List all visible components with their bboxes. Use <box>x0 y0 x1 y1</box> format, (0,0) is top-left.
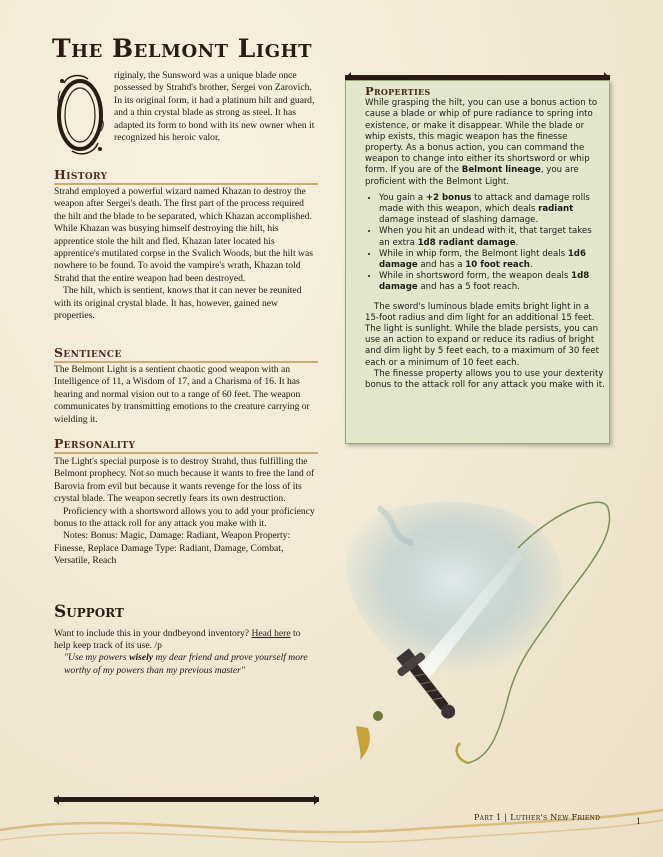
personality-paragraph-1: The Light's special purpose is to destroy Strahd, thus fulfilling the Belmont prophecy. Not so much because it wants to free the land of Barovia from evil but because it wants revenge for the loss of its crystal blade. The weapon secretly fears its own destruction. <box>54 456 315 505</box>
list-item: • You gain a +2 bonus to attack and damage rolls made with this weapon, which deals radiant damage instead of slashing damage. <box>379 193 605 227</box>
list-item: • While in shortsword form, the weapon deals 1d8 damage and has a 5 foot reach. <box>379 271 605 293</box>
personality-paragraph-2: Proficiency with a shortsword allows you to add your proficiency bonus to the attack roll for any attack you make with it. <box>54 505 315 530</box>
history-paragraph-2: The hilt, which is sentient, knows that it can never be reunited with its original crystal blade. It has, however, gained new properties. <box>54 285 302 322</box>
support-section <box>54 628 319 677</box>
quote-bold: wisely <box>129 652 154 664</box>
support-heading: Support <box>54 602 124 622</box>
properties-p1-bold: Belmont lineage <box>461 165 541 176</box>
list-item: • When you hit an undead with it, that target takes an extra 1d8 radiant damage. <box>379 226 605 248</box>
history-section <box>54 186 316 322</box>
quote-part-1: "Use my powers <box>64 652 130 664</box>
footer-ornament <box>0 790 663 857</box>
properties-content <box>365 86 605 391</box>
properties-paragraph-3: The finesse property allows you to use your dexterity bonus to the attack roll for any attack you make with it. <box>365 368 605 391</box>
properties-p1-b: , you are proficient with the Belmont Light. <box>365 165 579 187</box>
history-paragraph-1: Strahd employed a powerful wizard named Khazan to destroy the weapon after Sergei's death. The first part of the process required the hilt and the blade to be separated, which Khazan accomplished. While Khazan was busying himself destroying the hilt, his apprentice stole the hilt and fled. Khazan later located his apprentice's mutilated corpse in the Svalich Woods, but the hilt was nowhere to be found. To avoid the vampire's wrath, Khazan told Strahd that the entire weapon had been destroyed. <box>54 186 313 284</box>
footer-chapter-label: Part 1 | Luther's New Friend <box>474 813 601 822</box>
sentience-section <box>54 364 316 426</box>
intro-paragraph: riginaly, the Sunsword was a unique blade once possessed by Strahd's brother, Sergei von Zarovich. In its original form, it had a platinum hilt and guard, and a thin crystal blade as strong as steel. It has adapted its form to bond with its new owner when it recognized his heroic valor. <box>114 70 315 144</box>
sentience-paragraph: The Belmont Light is a sentient chaotic good weapon with an Intelligence of 11, a Wisdom of 17, and a Charisma of 16. It has hearing and normal vision out to a range of 60 feet. The weapon communicates by transmitting emotions to the creature carrying or wielding it. <box>54 364 310 425</box>
support-text-before: Want to include this in your dndbeyond inventory? <box>54 628 252 639</box>
support-quote <box>54 652 319 676</box>
head-here-link[interactable]: Head here <box>251 628 291 639</box>
properties-paragraph-1 <box>365 98 605 188</box>
properties-bullet-list <box>365 193 605 294</box>
personality-heading: Personality <box>54 436 318 454</box>
sword-whip-illustration <box>318 488 618 778</box>
properties-paragraph-2: The sword's luminous blade emits bright light in a 15-foot radius and dim light for an additional 15 feet. The light is sunlight. While the blade persists, you can use an action to expand or reduce its radius of bright and dim light by 5 feet each, to a maximum of 30 feet each or a minimum of 10 feet each. <box>365 301 600 368</box>
dropcap-letter-o-icon <box>54 71 108 157</box>
personality-notes: Notes: Bonus: Magic, Damage: Radiant, Weapon Property: Finesse, Replace Damage Type: Radiant, Damage, Combat, Versatile, Reach <box>54 530 291 567</box>
sentience-heading: Sentience <box>54 345 318 363</box>
support-text-after: to help keep track of its use. /p <box>54 628 301 652</box>
support-text <box>54 628 319 652</box>
page-title: The Belmont Light <box>52 34 312 63</box>
list-item: • While in whip form, the Belmont light deals 1d6 damage and has a 10 foot reach. <box>379 249 605 271</box>
quote-part-2: my dear friend and prove yourself more worthy of my powers than my previous master" <box>64 652 308 676</box>
history-heading: History <box>54 167 318 185</box>
properties-heading: Properties <box>365 84 431 98</box>
properties-p1-a: While grasping the hilt, you can use a bonus action to cause a blade or whip of pure radiance to spring into existence, or make it disappear. While the blade or whip exists, this magic weapon has the finesse property. As a bonus action, you can command the weapon to change into either its shortsword or whip form. If you are of the <box>365 98 598 176</box>
personality-section <box>54 456 316 568</box>
intro-text <box>114 70 316 144</box>
page-number: 1 <box>636 816 641 826</box>
